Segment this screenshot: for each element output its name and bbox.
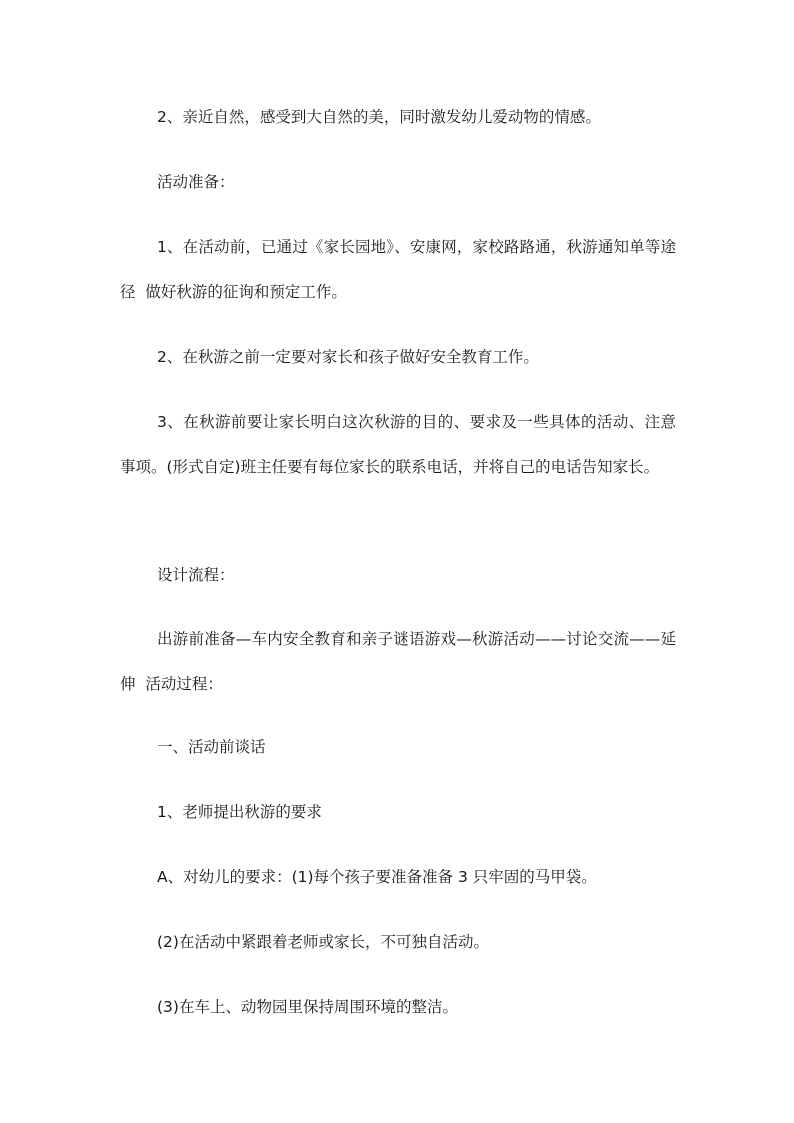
heading-pre-activity-talk: 一、活动前谈话 bbox=[157, 738, 266, 756]
heading-design-flow: 设计流程： bbox=[157, 566, 235, 584]
paragraph-child-requirements-2: (2)在活动中紧跟着老师或家长，不可独自活动。 bbox=[157, 933, 489, 951]
paragraph-preparation-1: 1、在活动前，已通过《家长园地》、安康网，家校路路通，秋游通知单等途径 做好秋游的征询和预定工作。 bbox=[120, 238, 676, 301]
paragraph-child-requirements-1: A、对幼儿的要求：(1)每个孩子要准备准备 3 只牢固的马甲袋。 bbox=[157, 868, 597, 886]
paragraph-preparation-2: 2、在秋游之前一定要对家长和孩子做好安全教育工作。 bbox=[157, 348, 539, 366]
heading-activity-preparation: 活动准备： bbox=[157, 173, 235, 191]
paragraph-design-flow: 出游前准备—车内安全教育和亲子谜语游戏—秋游活动——讨论交流——延伸 活动过程： bbox=[120, 630, 676, 693]
paragraph-preparation-3: 3、在秋游前要让家长明白这次秋游的目的、要求及一些具体的活动、注意事项。(形式自定)班主任要有每位家长的联系电话，并将自己的电话告知家长。 bbox=[120, 413, 676, 476]
paragraph-child-requirements-3: (3)在车上、动物园里保持周围环境的整洁。 bbox=[157, 998, 458, 1016]
paragraph-goal-2: 2、亲近自然，感受到大自然的美，同时激发幼儿爱动物的情感。 bbox=[157, 108, 601, 126]
paragraph-teacher-requirements: 1、老师提出秋游的要求 bbox=[157, 803, 322, 821]
